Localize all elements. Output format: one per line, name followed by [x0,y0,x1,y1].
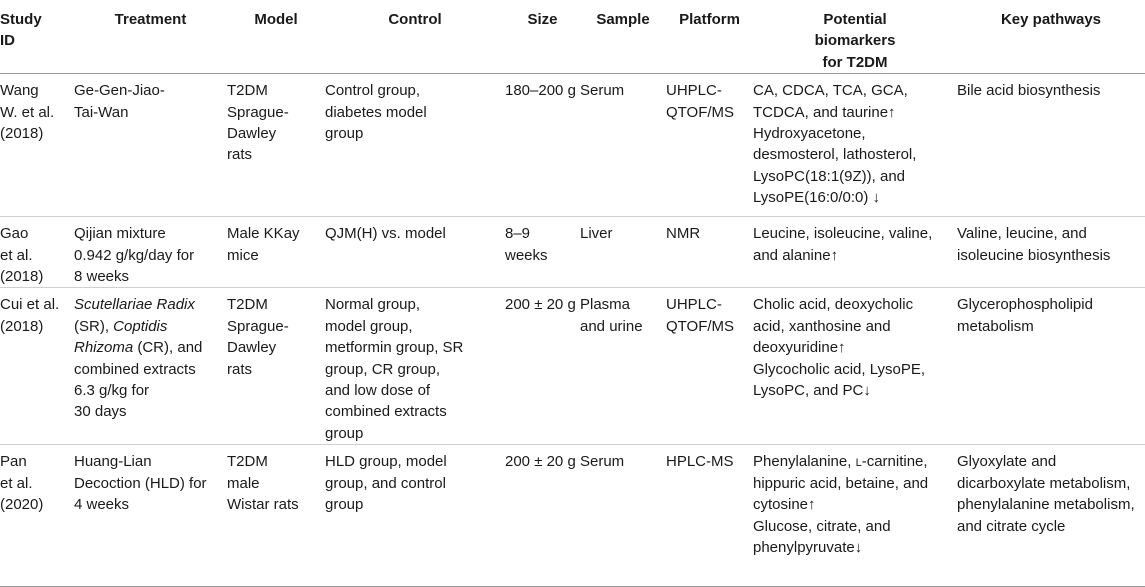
cell-control: QJM(H) vs. model [325,217,505,288]
header-platform: Platform [666,0,753,74]
header-study-id: Study ID [0,0,74,74]
cell-platform: UHPLC- QTOF/MS [666,288,753,445]
header-model: Model [227,0,325,74]
header-treatment: Treatment [74,0,227,74]
cell-pathways: Glyoxylate and dicarboxylate metabolism, phenylalanine metabolism, and citrate cycle [957,445,1145,587]
species-name: Rhizoma [74,339,134,357]
table-row [0,445,1145,587]
header-row [0,0,1145,74]
cell-sample: Liver [580,217,666,288]
species-name: Coptidis [113,317,168,335]
header-biomarkers: Potential biomarkers for T2DM [753,0,957,74]
cell-biomarkers: Leucine, isoleucine, valine, and alanine↑ [753,217,957,288]
cell-model: Male KKay mice [227,217,325,288]
header-pathways: Key pathways [957,0,1145,74]
cell-study-id: Wang W. et al. (2018) [0,74,74,217]
cell-control: HLD group, model group, and control group [325,445,505,587]
cell-platform: NMR [666,217,753,288]
table-row [0,288,1145,445]
cell-treatment: Scutellariae Radix (SR), Coptidis Rhizoma (CR), and combined extracts 6.3 g/kg for 30 days [74,288,227,445]
cell-study-id: Cui et al. (2018) [0,288,74,445]
cell-model: T2DM male Wistar rats [227,445,325,587]
cell-control: Normal group, model group, metformin group, SR group, CR group, and low dose of combined extracts group [325,288,505,445]
cell-pathways: Bile acid biosynthesis [957,74,1145,217]
cell-size: 8–9 weeks [505,217,580,288]
cell-biomarkers: Cholic acid, deoxycholic acid, xanthosine and deoxyuridine↑ Glycocholic acid, LysoPE, LysoPC, and PC↓ [753,288,957,445]
cell-study-id: Gao et al. (2018) [0,217,74,288]
cell-platform: HPLC-MS [666,445,753,587]
cell-study-id: Pan et al. (2020) [0,445,74,587]
cell-pathways: Valine, leucine, and isoleucine biosynthesis [957,217,1145,288]
cell-size: 180–200 g [505,74,580,217]
header-control: Control [325,0,505,74]
cell-treatment: Ge-Gen-Jiao- Tai-Wan [74,74,227,217]
cell-biomarkers: Phenylalanine, l-carnitine, hippuric acid, betaine, and cytosine↑ Glucose, citrate, and phenylpyruvate↓ [753,445,957,587]
cell-model: T2DM Sprague- Dawley rats [227,74,325,217]
cell-sample: Serum [580,74,666,217]
cell-biomarkers: CA, CDCA, TCA, GCA, TCDCA, and taurine↑ Hydroxyacetone, desmosterol, lathosterol, LysoPC(18:1(9Z)), and LysoPE(16:0/0:0) ↓ [753,74,957,217]
cell-platform: UHPLC- QTOF/MS [666,74,753,217]
cell-sample: Plasma and urine [580,288,666,445]
cell-pathways: Glycerophospholipid metabolism [957,288,1145,445]
table-row [0,74,1145,217]
table-row [0,217,1145,288]
cell-sample: Serum [580,445,666,587]
cell-treatment: Qijian mixture 0.942 g/kg/day for 8 weeks [74,217,227,288]
header-size: Size [505,0,580,74]
cell-model: T2DM Sprague- Dawley rats [227,288,325,445]
cell-treatment: Huang-Lian Decoction (HLD) for 4 weeks [74,445,227,587]
header-sample: Sample [580,0,666,74]
cell-control: Control group, diabetes model group [325,74,505,217]
cell-size: 200 ± 20 g [505,445,580,587]
cell-size: 200 ± 20 g [505,288,580,445]
species-name: Scutellariae Radix [74,296,195,314]
